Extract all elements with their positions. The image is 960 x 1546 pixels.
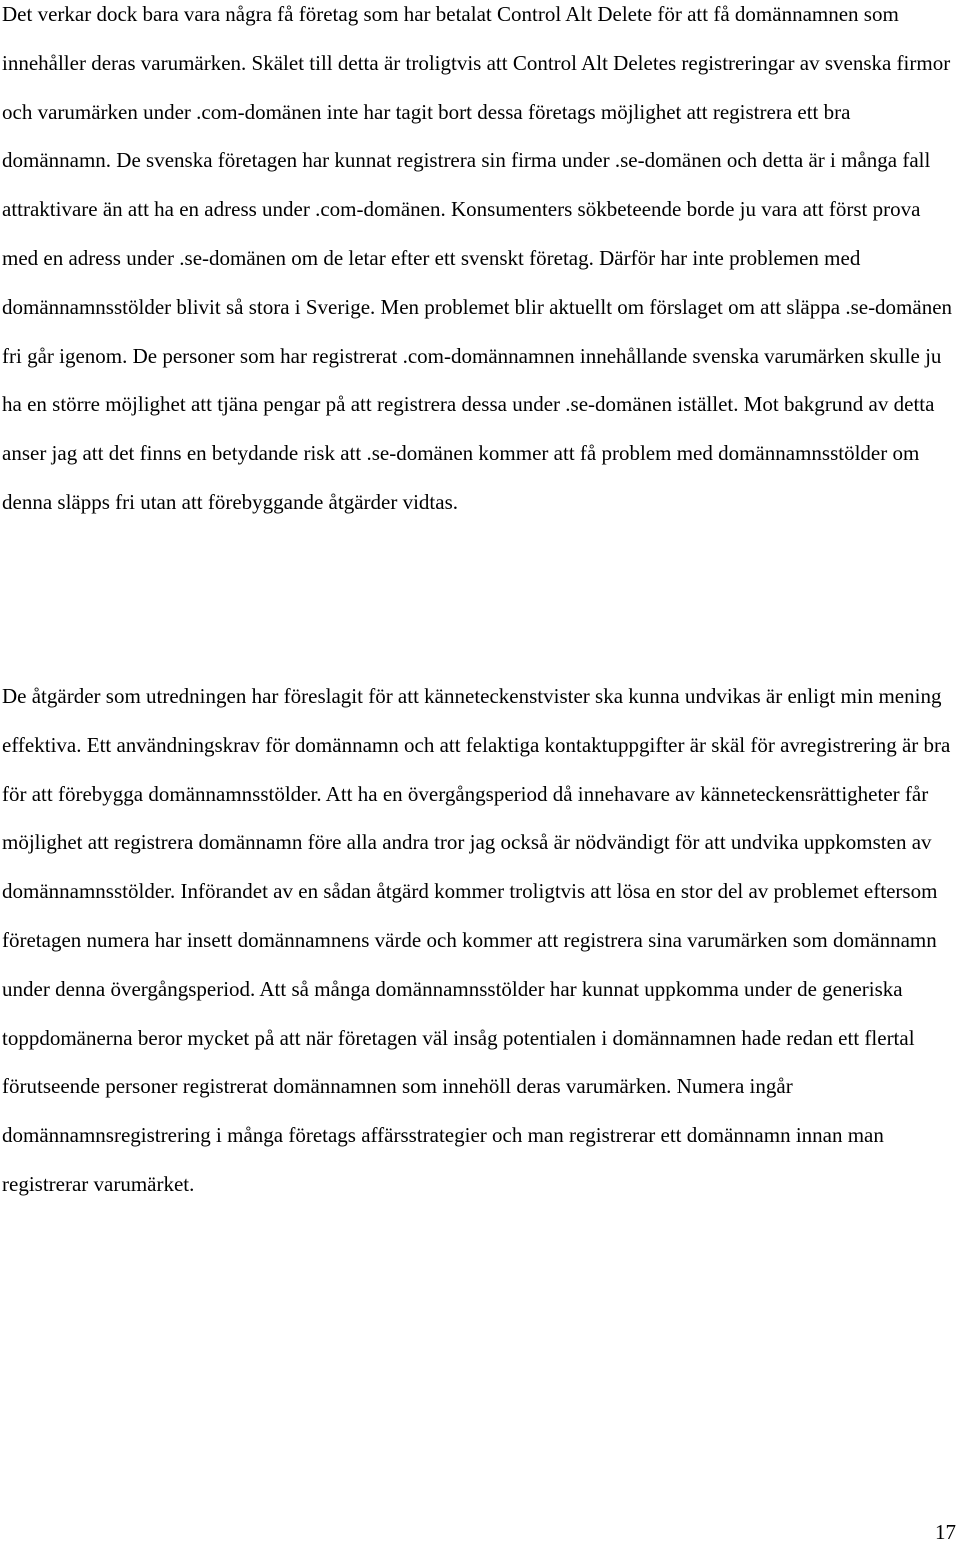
page-number: 17 xyxy=(935,1520,956,1544)
paragraph-preventive-measures: De åtgärder som utredningen har föreslagit för att känneteckenstvister ska kunna undvikas är enligt min mening effektiva. Ett användningskrav för domännamn och att felaktiga kontaktuppgifter är skäl för avregistrering är bra för att förebygga domännamnsstölder. Att ha en övergångsperiod då innehavare av känneteckensrättigheter får möjlighet att registrera domännamn före alla andra tror jag också är nödvändigt för att undvika uppkomsten av domännamnsstölder. Införandet av en sådan åtgärd kommer troligtvis att lösa en stor del av problemet eftersom företagen numera har insett domännamnens värde och kommer att registrera sina varumärken som domännamn under denna övergångsperiod. Att så många domännamnsstölder har kunnat uppkomma under de generiska toppdomänerna beror mycket på att när företagen väl insåg potentialen i domännamnen hade redan ett flertal förutseende personer registrerat domännamnen som innehöll deras varumärken. Numera ingår domännamnsregistrering i många företags affärsstrategier och man registrerar ett domännamn innan man registrerar varumärket. xyxy=(2,684,951,1196)
paragraph-domain-theft-risk: Det verkar dock bara vara några få företag som har betalat Control Alt Delete för att få domännamnen som innehåller deras varumärken. Skälet till detta är troligtvis att Control Alt Deletes registreringar av svenska firmor och varumärken under .com-domänen inte har tagit bort dessa företags möjlighet att registrera ett bra domännamn. De svenska företagen har kunnat registrera sin firma under .se-domänen och detta är i många fall attraktivare än att ha en adress under .com-domänen. Konsumenters sökbeteende borde ju vara att först prova med en adress under .se-domänen om de letar efter ett svenskt företag. Därför har inte problemen med domännamnsstölder blivit så stora i Sverige. Men problemet blir aktuellt om förslaget om att släppa .se-domänen fri går igenom. De personer som har registrerat .com-domännamnen innehållande svenska varumärken skulle ju ha en större möjlighet att tjäna pengar på att registrera dessa under .se-domänen istället. Mot bakgrund av detta anser jag att det finns en betydande risk att .se-domänen kommer att få problem med domännamnsstölder om denna släpps fri utan att förebyggande åtgärder vidtas. xyxy=(2,2,953,514)
